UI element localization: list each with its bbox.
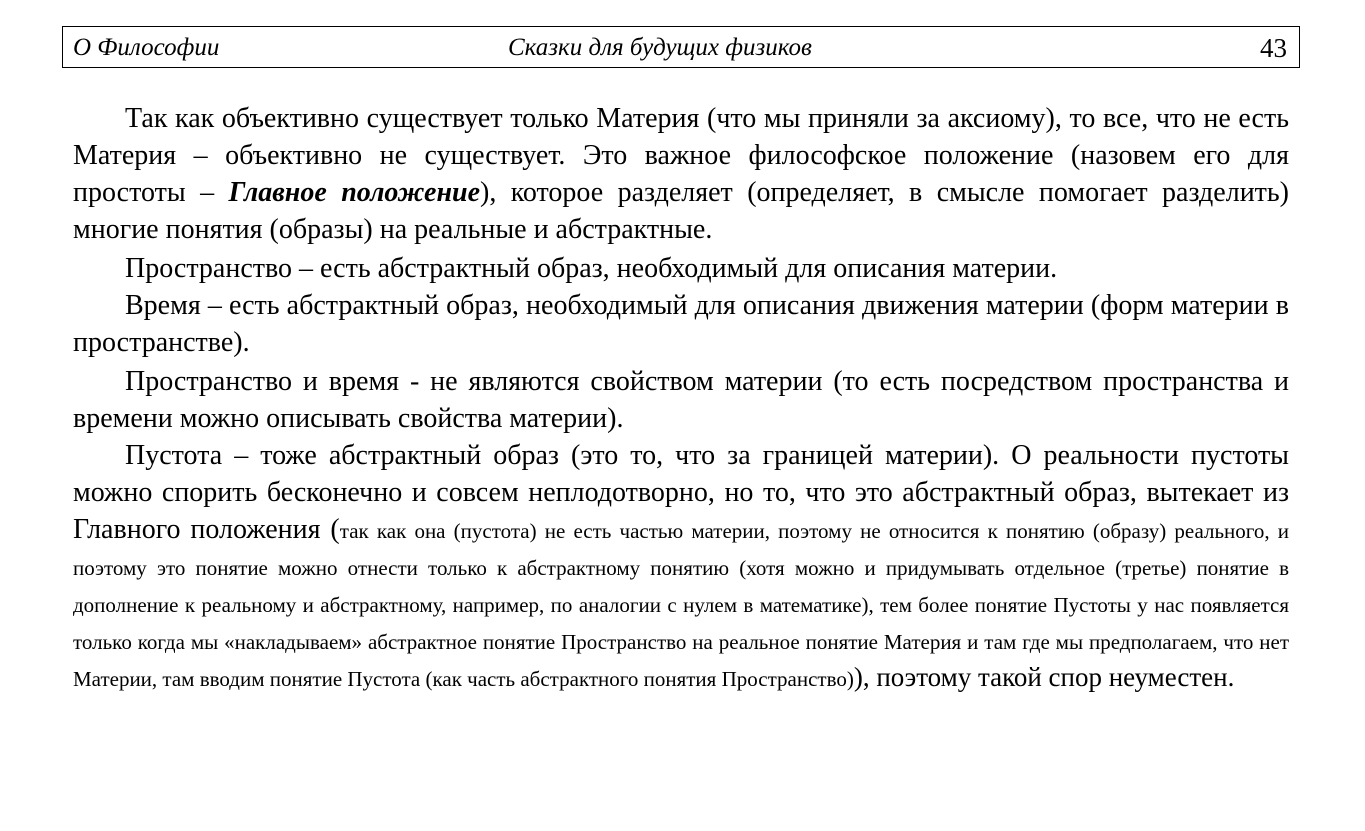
paragraph-main-position <box>73 100 1289 248</box>
header-section-title: О Философии <box>73 34 220 61</box>
paragraph-emptiness <box>73 437 1289 696</box>
body-text <box>73 100 1289 696</box>
paragraph-text: ), которое разделяет (определяет, в смысле помогает разделить) многие понятия (образы) на реальные и абстрактные. <box>73 177 1290 245</box>
paragraph-text: Так как объективно существует только Материя (что мы приняли за аксиому), то все, что не есть Материя – объективно не существует. Это важное философское положение (назовем его для простоты – <box>73 103 1289 208</box>
parenthetical-note: так как она (пустота) не есть частью материи, поэтому не относится к понятию (образу) реального, и поэтому это понятие можно отнести только к абстрактному понятию (хотя можно и придумывать отдельное (третье) понятие в дополнение к реальному и абстрактному, например, по аналогии с нулем в математике), тем более понятие Пустоты у нас появляется только когда мы «накладываем» абстрактное понятие Пространство на реальное понятие Материя и там где мы предполагаем, что нет Материи, там вводим понятие Пустота (как часть абстрактного понятия Пространство) <box>73 519 1289 691</box>
header-book-title: Сказки для будущих физиков <box>508 34 812 61</box>
emphasized-term: Главное положение <box>228 177 480 208</box>
paragraph-text: ), поэтому такой спор неуместен. <box>853 662 1235 692</box>
page-number: 43 <box>1260 33 1287 63</box>
paragraph-time: Время – есть абстрактный образ, необходимый для описания движения материи (форм материи в пространстве). <box>73 290 1289 358</box>
paragraph-space-and-time: Пространство и время - не являются свойством материи (то есть посредством пространства и времени можно описывать свойства материи). <box>73 366 1289 434</box>
paragraph-text: Пустота – тоже абстрактный образ (это то, что за границей материи). О реальности пустоты можно спорить бесконечно и совсем неплодотворно, но то, что это абстрактный образ, вытекает из Главного положения ( <box>73 440 1289 545</box>
running-header <box>62 26 1300 68</box>
paragraph-space: Пространство – есть абстрактный образ, необходимый для описания материи. <box>125 253 1058 284</box>
